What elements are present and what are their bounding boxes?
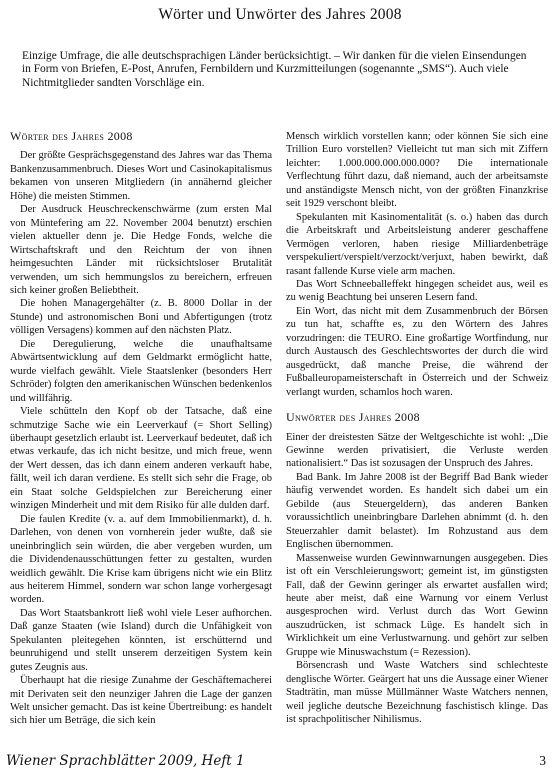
left-column	[10, 130, 272, 728]
paragraph: Das Wort Schneeballeffekt hingegen scheidet aus, weil es zu wenig Beachtung bei unseren Lesern fand.	[286, 278, 548, 304]
paragraph: Viele schütteln den Kopf ob der Tatsache, daß eine schmutzige Sache wie ein Leerverkauf (= Short Selling) überhaupt gesetzlich erlaubt ist. Leerverkauf bedeutet, daß ich etwas verkaufe, das ich nicht besitze, und mich freue, wenn der Wert dessen, das ich dann einem anderen verkauft habe, fällt, weil ich daran verdiene. Es stellt sich sehr die Frage, ob ein Staat solche Geldspielchen zur Bereicherung einer winzigen Minderheit und mit dem Risiko für alle dulden darf.	[10, 406, 272, 512]
paragraph: Einer der dreistesten Sätze der Weltgeschichte ist wohl: „Die Gewinne werden privatisiert, die Verluste werden nationalisiert.“ Das ist sozusagen der Unspruch des Jahres.	[286, 431, 548, 470]
section-heading-unwords: Unwörter des Jahres 2008	[286, 410, 420, 425]
paragraph: Spekulanten mit Kasinomentalität (s. o.) haben das durch die Arbeitskraft und Arbeitsleistung anderer geschaffene Vermögen verloren, haben riesige Milliardenbeträge verspekuliert/verspielt/verzockt/verjuxt, haben bewirkt, daß rasant fallende Kurse viele arm machen.	[286, 211, 548, 277]
paragraph: Bad Bank. Im Jahre 2008 ist der Begriff Bad Bank wieder häufig verwendet worden. Es handelt sich dabei um ein Gebilde (aus Steuergeldern), das anderen Banken voraussichtlich uneinbringbare Darlehen abnimmt (d. h. den Steuerzahler damit belastet). Im Rohzustand aus dem Englischen übernommen.	[286, 471, 548, 551]
intro-text: Einzige Umfrage, die alle deutschsprachigen Länder berücksichtigt. – Wir danken für die vielen Einsendungen in Form von Briefen, E-Post, Anrufen, Fernbildern und Kurzmitteilungen (sogenannte „SMS“). Auch viele Nichtmitglieder sandten Vorschläge ein.	[22, 50, 527, 89]
paragraph: Börsencrash und Waste Watchers sind schlechteste denglische Wörter. Geärgert hat uns die Aussage einer Wiener Stadträtin, man müsse Müllmänner Waste Watchers nennen, weil jegliche deutsche Bezeichnung faschistisch klinge. Das ist sprachpolitischer Nihilismus.	[286, 660, 548, 726]
paragraph: Massenweise wurden Gewinnwarnungen ausgegeben. Dies ist oft ein Verschleierungswort; gemeint ist, im günstigsten Fall, daß der Gewinn geringer als erwartet ausfallen wird; heute aber meist, daß eine Warnung vor einem Verlust ausgesprochen wird. Verlust durch das Wort Gewinn auszudrücken, ist schmack Lüge. Es handelt sich in Wirklichkeit um eine Verlustwarnung. und gehört zur selben Gruppe wie Minuswachstum (= Rezession).	[286, 552, 548, 658]
paragraph: Die hohen Managergehälter (z. B. 8000 Dollar in der Stunde) und astronomischen Boni und Abfertigungen (trotz völligen Versagens) kommen auf den nächsten Platz.	[10, 298, 272, 337]
paragraph: Die faulen Kredite (v. a. auf dem Immobilienmarkt), d. h. Darlehen, von denen von vornherein jeder wußte, daß sie uneinbringlich sein würden, die aber vergeben wurden, um die Dividendenausschüttungen fetter zu gestalten, wurden weidlich gewählt. Die Krise kam übrigens nicht wie ein Blitz aus heiterem Himmel, sondern war schon lange vorhergesagt worden.	[10, 513, 272, 606]
paragraph: Mensch wirklich vorstellen kann; oder können Sie sich eine Trillion Euro vorstellen? Vielleicht tut man sich mit Ziffern leichter: 1.000.000.000.000.000? Die internationale Verflechtung führt dazu, daß niemand, auch der arbeitsamste und anständigste Mensch nicht, von der größten Finanzkrise seit 1929 verschont bleibt.	[286, 131, 548, 210]
right-column	[286, 130, 548, 726]
page-number: 3	[539, 753, 546, 768]
page-title: Wörter und Unwörter des Jahres 2008	[158, 6, 402, 23]
paragraph: Der Ausdruck Heuschreckenschwärme (zum ersten Mal von Müntefering am 22. November 2004 benutzt) erschien vielen aktueller denn je. Die Hedge Fonds, welche die Wirtschaftskraft und den Reichtum der von ihnen heimgesuchten Länder mit rücksichtsloser Brutalität verwenden, um sich hemmungslos zu bereichern, erfreuen sich keiner großen Beliebtheit.	[10, 204, 272, 296]
paragraph: Überhaupt hat die riesige Zunahme der Geschäftemacherei mit Derivaten seit den neunziger Jahren die Lage der ganzen Welt unsicher gemacht. Das ist keine Übertreibung: es handelt sich hier um Beträge, die sich kein	[10, 675, 272, 727]
section-heading-words: Wörter des Jahres 2008	[10, 129, 133, 143]
paragraph: Der größte Gesprächsgegenstand des Jahres war das Thema Bankenzusammenbruch. Dieses Wort und Casinokapitalismus bekamen von unseren Mitgliedern (in annähernd gleicher Höhe) die meisten Stimmen.	[10, 150, 272, 202]
paragraph: Die Deregulierung, welche die unaufhaltsame Abwärtsentwicklung auf dem Geldmarkt ermöglicht hatte, wurde vielfach gewählt. Viele Staatslenker (besonders Herr Schröder) folgten den amerikanischen Wünschen bedenkenlos und willfährig.	[10, 338, 272, 404]
paragraph: Das Wort Staatsbankrott ließ wohl viele Leser aufhorchen. Daß ganze Staaten (wie Island) durch die Unfähigkeit von Spekulanten pleitegehen könnten, ist erschütternd und beunruhigend und stellt unserem derzeitigen System kein gutes Zeugnis aus.	[10, 607, 272, 673]
footer-journal: Wiener Sprachblätter 2009, Heft 1	[6, 753, 245, 769]
paragraph: Ein Wort, das nicht mit dem Zusammenbruch der Börsen zu tun hat, schaffte es, zu den Wörtern des Jahres vorzudringen: die TEURO. Eine großartige Wortfindung, nur durch Austausch des Geschlechtswortes der durch die wird ausgedrückt, daß manche Preise, die während der Fußballeuropameisterschaft in Österreich und der Schweiz verlangt wurden, schamlos hoch waren.	[286, 305, 548, 398]
